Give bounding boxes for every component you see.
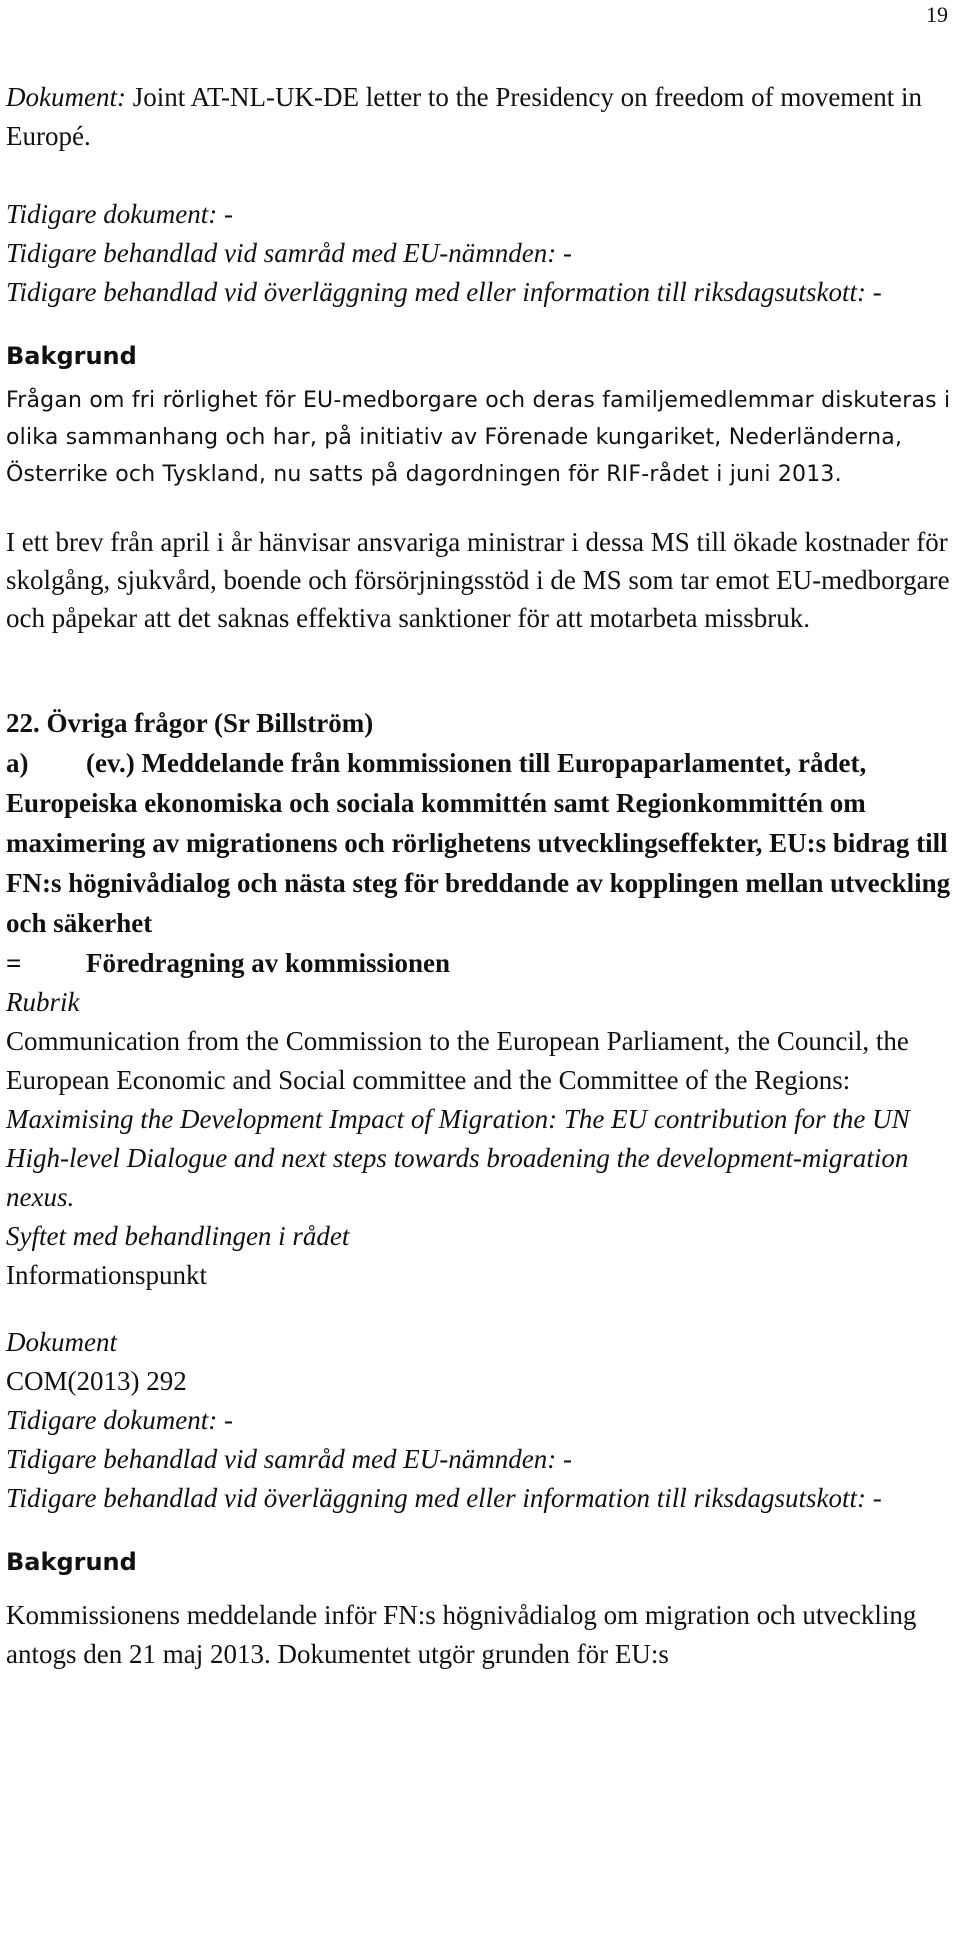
- prev-overlaggning-line: Tidigare behandlad vid överläggning med eller information till riksdagsutskott: -: [6, 277, 882, 307]
- item-22a-text: (ev.) Meddelande från kommissionen till Europaparlamentet, rådet, Europeiska ekonomiska och sociala kommittén samt Regionkommittén om maximering av migrationens och rörlighetens utvecklingseffekter, EU:s bidrag till FN:s högnivådialog och nästa steg för breddande av kopplingen mellan utveckling och säkerhet: [6, 748, 951, 938]
- dokument-label: Dokument: [6, 1327, 117, 1357]
- equals-label: =: [6, 948, 22, 978]
- syfte-label: Syftet med behandlingen i rådet: [6, 1221, 350, 1251]
- rubrik-label: Rubrik: [6, 987, 80, 1017]
- doc1-text: Joint AT-NL-UK-DE letter to the Presidency on freedom of movement in Europé.: [6, 82, 923, 151]
- document-body: [6, 78, 956, 1674]
- rubrik-text: [6, 1022, 956, 1217]
- item-22a-label: a): [6, 748, 29, 778]
- action-text: Föredragning av kommissionen: [86, 948, 451, 978]
- dokument-text: COM(2013) 292: [6, 1366, 187, 1396]
- prev-samrad-line: Tidigare behandlad vid samråd med EU-nämnden: -: [6, 238, 572, 268]
- bakgrund-paragraph-3: Kommissionens meddelande inför FN:s högnivådialog om migration och utveckling antogs den 21 maj 2013. Dokumentet utgör grunden för EU:s: [6, 1600, 917, 1669]
- prev-doc-line-2: Tidigare dokument: -: [6, 1405, 233, 1435]
- bakgrund-heading: Bakgrund: [6, 342, 137, 370]
- page-number: 19: [926, 2, 948, 27]
- doc1-label: Dokument:: [6, 82, 126, 112]
- bakgrund-paragraph-1: Frågan om fri rörlighet för EU-medborgare och deras familjemedlemmar diskuteras i olika sammanhang och har, på initiativ av Förenade kungariket, Nederländerna, Österrike och Tyskland, nu satts på dagordningen för RIF-rådet i juni 2013.: [6, 388, 951, 487]
- bakgrund-paragraph-2: I ett brev från april i år hänvisar ansvariga ministrar i dessa MS till ökade kostnader för skolgång, sjukvård, boende och försörjningsstöd i de MS som tar emot EU-medborgare och påpekar att det saknas effektiva sanktioner för att motarbeta missbruk.: [6, 527, 950, 633]
- bakgrund-heading-2: Bakgrund: [6, 1548, 137, 1576]
- syfte-text: Informationspunkt: [6, 1260, 207, 1290]
- item-22a-title: [6, 743, 956, 943]
- prev-samrad-line-2: Tidigare behandlad vid samråd med EU-nämnden: -: [6, 1444, 572, 1474]
- prev-doc-line: Tidigare dokument: -: [6, 199, 233, 229]
- prev-overlaggning-line-2: Tidigare behandlad vid överläggning med eller information till riksdagsutskott: -: [6, 1483, 882, 1513]
- doc1-line: [6, 78, 956, 156]
- rubrik-plain: Communication from the Commission to the European Parliament, the Council, the European Economic and Social committee and the Committee of the Regions:: [6, 1026, 909, 1095]
- rubrik-italic: Maximising the Development Impact of Migration: The EU contribution for the UN High-level Dialogue and next steps towards broadening the development-migration nexus.: [6, 1104, 910, 1212]
- item-22a-action: [6, 943, 956, 983]
- item-22-heading: 22. Övriga frågor (Sr Billström): [6, 708, 374, 738]
